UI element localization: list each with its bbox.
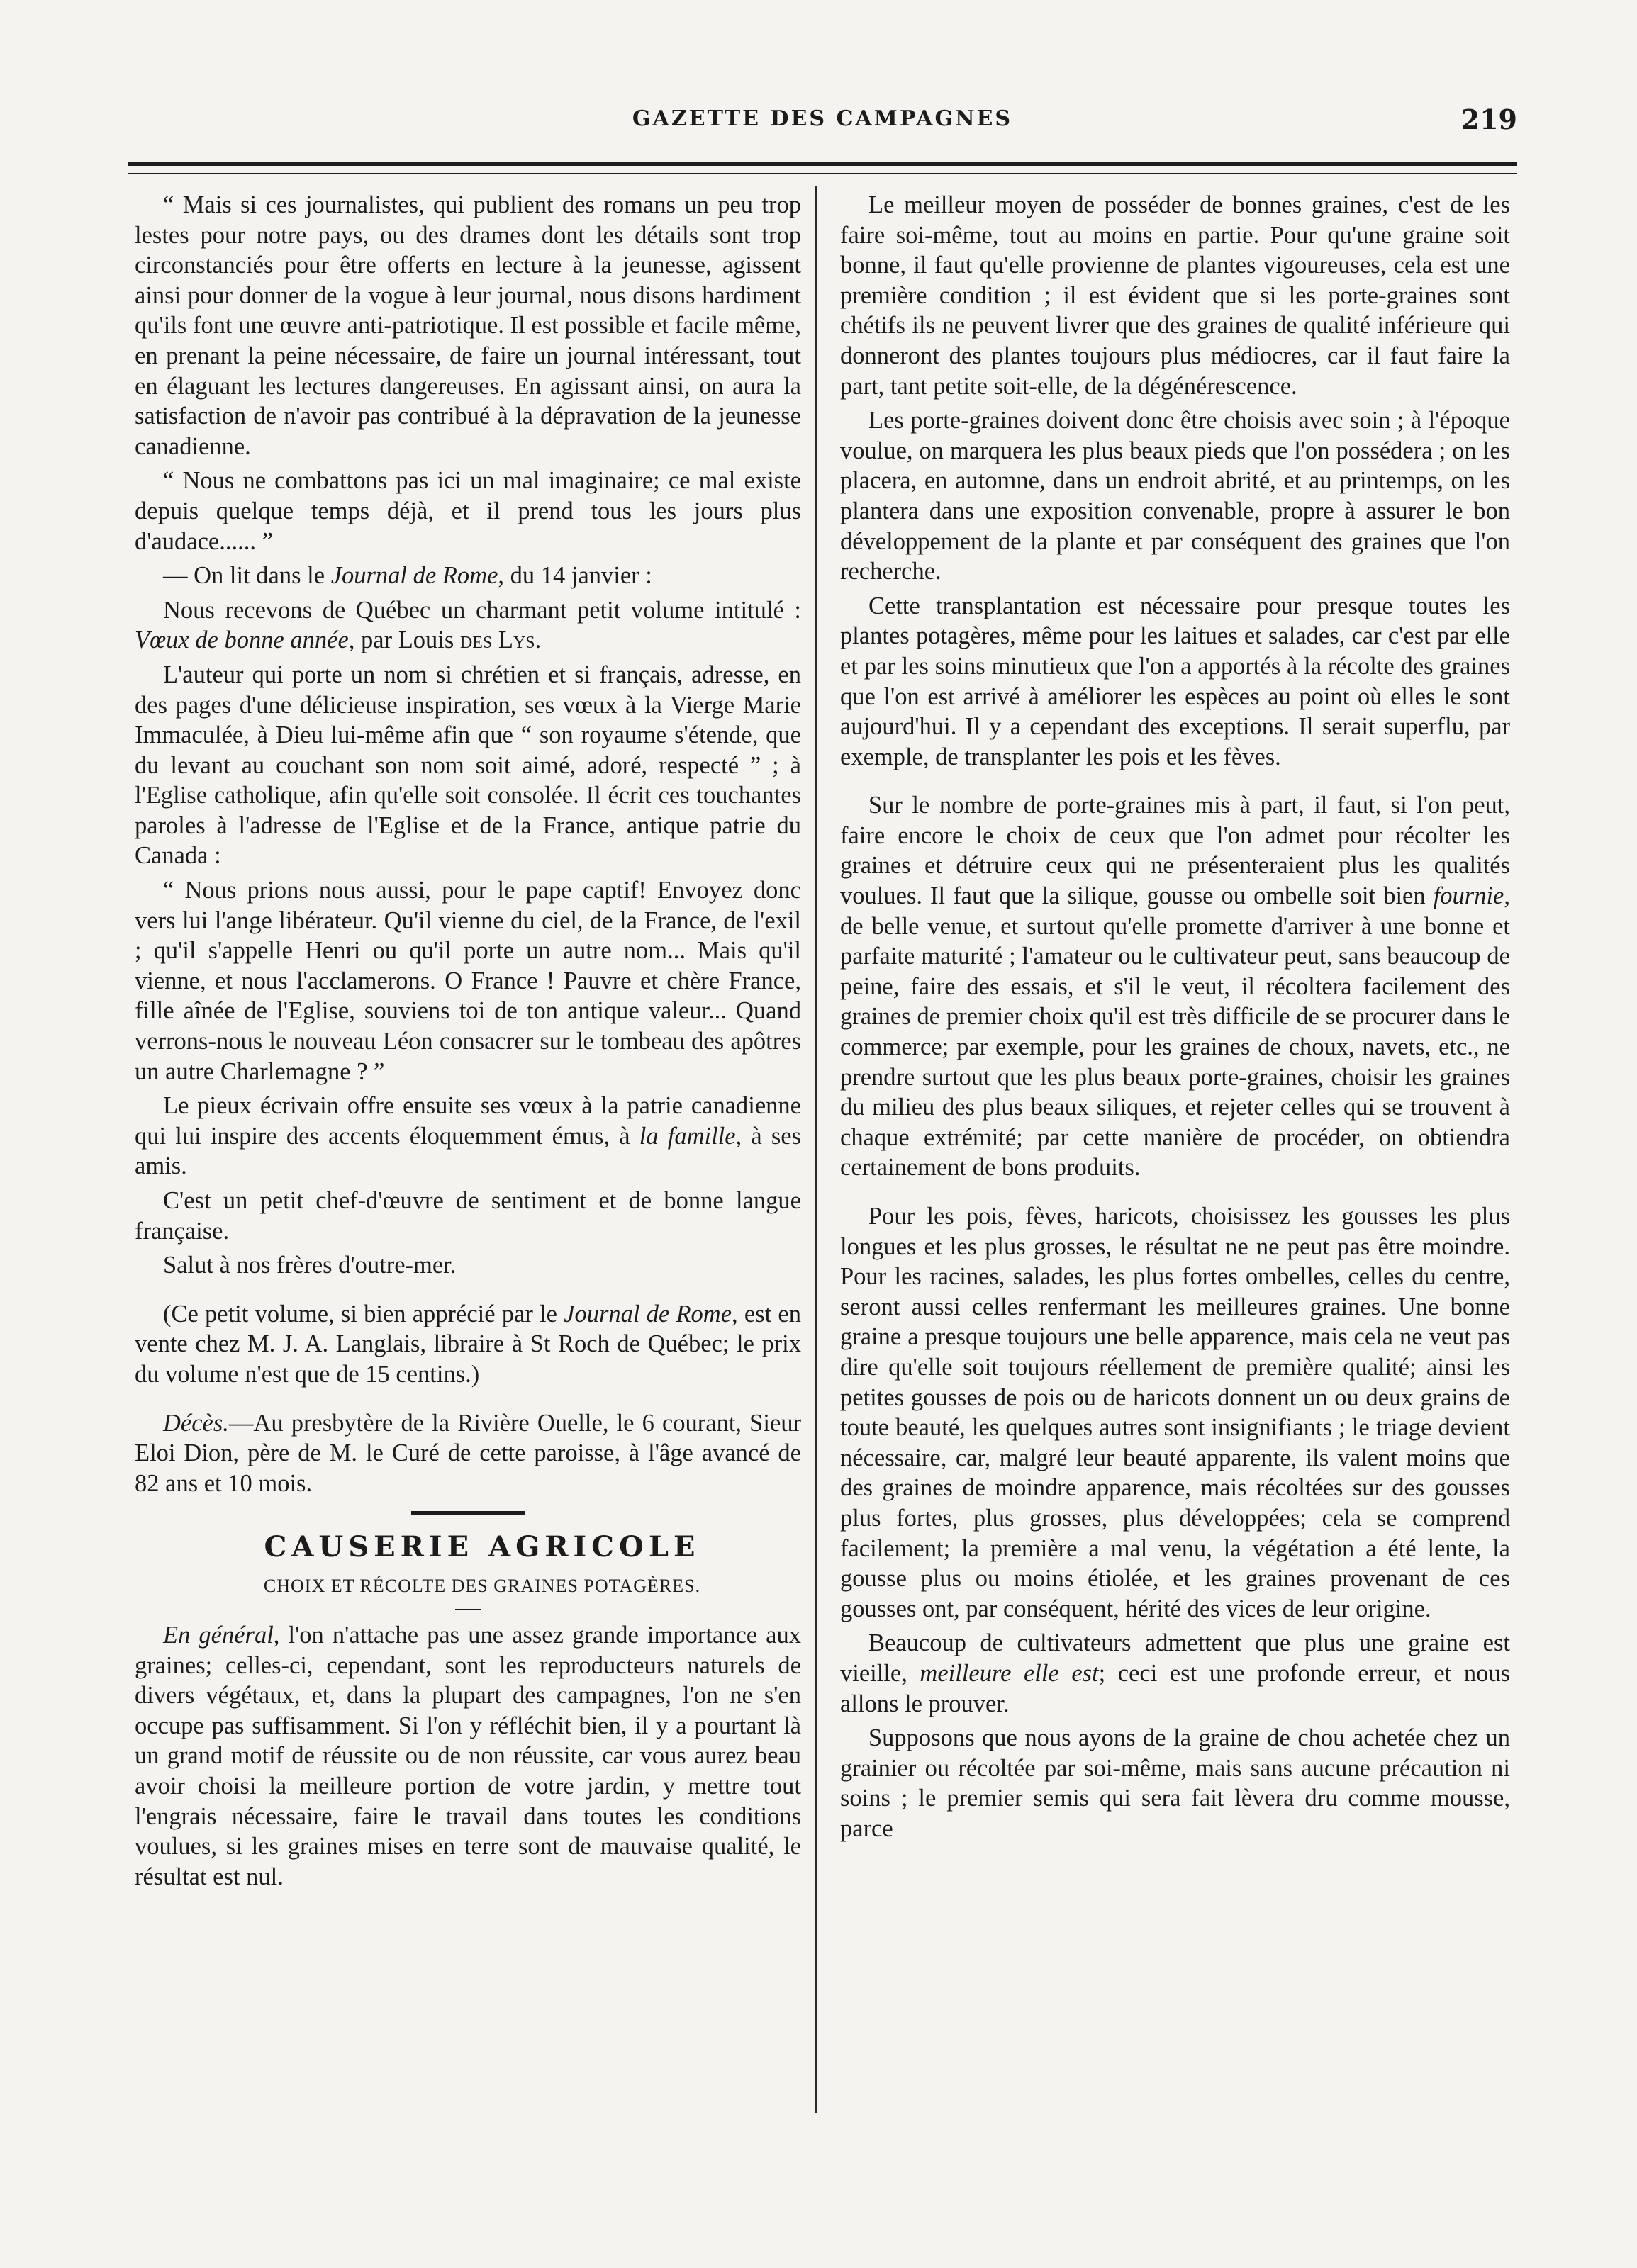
paragraph: Sur le nombre de porte-graines mis à part, il faut, si l'on peut, faire encore le choix de ceux que l'on admet pour récolter les graines et détruire ceux qui ne présenteraient plus les qualités voulues. Il faut que la silique, gousse ou ombelle soit bien fournie, de belle venue, et surtout qu'elle promette d'arriver à une bonne et parfaite maturité ; l'amateur ou le cultivateur peut, sans beaucoup de peine, faire des essais, et s'il le veut, il récoltera facilement des graines de premier choix qu'il est très difficile de se procurer dans le commerce; par exemple, pour les graines de choux, navets, etc., ne prendre surtout que les plus beaux porte-graines, choisir les graines du milieu des plus beaux siliques, et rejeter celles qui se trouvent à chaque extrémité; par cette manière de procéder, on obtiendra certainement de bons produits.: [840, 792, 1510, 1181]
author-name: des Lys: [459, 627, 535, 654]
subtitle-separator: [455, 1609, 481, 1610]
paragraph: — On lit dans le Journal de Rome, du 14 janvier :: [163, 562, 652, 590]
notice-label: Décès.: [163, 1409, 229, 1437]
paragraph: “ Nous prions nous aussi, pour le pape captif! Envoyez donc vers lui l'ange libérateur. Qu'il vienne du ciel, de la France, de l'exil ; qu'il s'appelle Henri ou qu'il porte un autre nom... Mais qu'il vienne, et nous l'acclamerons. O France ! Pauvre et chère France, fille aînée de l'Eglise, souviens toi de ton antique valeur... Quand verrons-nous le nouveau Léon consacrer sur le tombeau des apôtres un autre Charlemagne ? ”: [135, 877, 801, 1085]
journal-name: Journal de Rome: [330, 562, 498, 590]
book-title: Vœux de bonne année: [135, 627, 349, 654]
left-column: [135, 190, 801, 1892]
section-title: CAUSERIE AGRICOLE: [264, 1530, 700, 1564]
publication-title: GAZETTE DES CAMPAGNES: [632, 106, 1013, 131]
paragraph: (Ce petit volume, si bien apprécié par le Journal de Rome, est en vente chez M. J. A. Langlais, libraire à St Roch de Québec; le prix du volume n'est que de 15 centins.): [135, 1300, 801, 1388]
header-rule-thin: [128, 173, 1517, 174]
paragraph: C'est un petit chef-d'œuvre de sentiment et de bonne langue française.: [135, 1187, 801, 1245]
paragraph: L'auteur qui porte un nom si chrétien et si français, adresse, en des pages d'une délicieuse inspiration, ses vœux à la Vierge Marie Immaculée, à Dieu lui-même afin que “ son royaume s'étende, que du levant au couchant son nom soit aimé, adoré, respecté ” ; à l'Eglise catholique, afin qu'elle soit consolée. Il écrit ces touchantes paroles à l'adresse de l'Eglise et de la France, antique patrie du Canada :: [135, 661, 801, 870]
obituary-notice: Décès.—Au presbytère de la Rivière Ouelle, le 6 courant, Sieur Eloi Dion, père de M. le Curé de cette paroisse, à l'âge avancé de 82 ans et 10 mois.: [135, 1409, 801, 1497]
paragraph: Supposons que nous ayons de la graine de chou achetée chez un grainier ou récoltée par soi-même, mais sans aucune précaution ni soins ; le premier semis qui sera fait lèvera dru comme mousse, parce: [840, 1724, 1510, 1842]
paragraph: Les porte-graines doivent donc être choisis avec soin ; à l'époque voulue, on marquera les plus beaux pieds que l'on possédera ; on les placera, en automne, dans un endroit abrité, et au printemps, on les plantera dans une exposition convenable, propre à assurer le bon développement de la plante et par conséquent des graines que l'on recherche.: [840, 407, 1510, 585]
paragraph: Le pieux écrivain offre ensuite ses vœux à la patrie canadienne qui lui inspire des accents éloquemment émus, à la famille, à ses amis.: [135, 1092, 802, 1180]
right-column: [840, 190, 1510, 1843]
paragraph: En général, l'on n'attache pas une assez grande importance aux graines; celles-ci, cependant, sont les reproducteurs naturels de divers végétaux, et, dans la plupart des campagnes, l'on ne s'en occupe pas suffisamment. Si l'on y réfléchit bien, il y a pourtant là un grand motif de réussite ou de non réussite, car vous aurez beau avoir choisi la meilleure portion de votre jardin, y mettre tout l'engrais nécessaire, faire le travail dans toutes les conditions voulues, si les graines mises en terre sont de mauvaise qualité, le résultat est nul.: [135, 1621, 801, 1890]
page-number: 219: [1460, 103, 1517, 135]
paragraph: Beaucoup de cultivateurs admettent que plus une graine est vieille, meilleure elle est; ceci est une profonde erreur, et nous allons le prouver.: [840, 1629, 1511, 1717]
paragraph: Cette transplantation est nécessaire pour presque toutes les plantes potagères, même pour les laitues et salades, car c'est par elle et par les soins minutieux que l'on a apportés à la récolte des graines que l'on est arrivé à améliorer les espèces au point où elles le sont aujourd'hui. Il y a cependant des exceptions. Il serait superflu, par exemple, de transplanter les pois et les fèves.: [840, 592, 1510, 770]
section-separator: [411, 1511, 525, 1515]
paragraph: Nous recevons de Québec un charmant petit volume intitulé : Vœux de bonne année, par Louis des Lys.: [135, 596, 801, 654]
paragraph: “ Nous ne combattons pas ici un mal imaginaire; ce mal existe depuis quelque temps déjà, et il prend tous les jours plus d'audace...... ”: [135, 467, 801, 555]
column-divider: [815, 186, 817, 2113]
paragraph: Pour les pois, fèves, haricots, choisissez les gousses les plus longues et les plus grosses, le résultat ne ne peut pas être moindre. Pour les racines, salades, les plus fortes ombelles, celles du centre, seront aussi celles renfermant les meilleures graines. Une bonne graine a presque toujours une belle apparence, mais cela ne veut pas dire qu'elle soit toujours réellement de première qualité; ainsi les petites gousses de pois ou de haricots donnent un ou deux grains de toute beauté, les quelques autres sont insignifiants ; le triage devient nécessaire, car, malgré leur beauté apparente, ils valent moins que des graines de moindre apparence, mais récoltées sur des gousses plus fortes, plus grosses, plus développées; cela se comprend facilement; la première a mal venu, la végétation a été lente, la gousse plus ou moins étiolée, et les graines provenant de ces gousses ont, par conséquent, hérité des vices de leur origine.: [840, 1203, 1510, 1622]
paragraph: “ Mais si ces journalistes, qui publient des romans un peu trop lestes pour notre pays, ou des drames dont les détails sont trop circonstanciés pour être offerts en lecture à la jeunesse, agissent ainsi pour donner de la vogue à leur journal, nous disons hardiment qu'ils font une œuvre anti-patriotique. Il est possible et facile même, en prenant la peine nécessaire, de faire un journal intéressant, tout en élaguant les lectures dangereuses. En agissant ainsi, on aura la satisfaction de n'avoir pas contribué à la dépravation de la jeunesse canadienne.: [135, 191, 801, 460]
masthead: [128, 103, 1517, 149]
header-rule: [128, 162, 1517, 166]
section-subtitle: CHOIX ET RÉCOLTE DES GRAINES POTAGÈRES.: [263, 1576, 701, 1597]
paragraph: Salut à nos frères d'outre-mer.: [163, 1252, 457, 1279]
paragraph: Le meilleur moyen de posséder de bonnes graines, c'est de les faire soi-même, tout au moins en partie. Pour qu'une graine soit bonne, il faut qu'elle provienne de plantes vigoureuses, cela est une première condition ; il est évident que si les porte-graines sont chétifs ils ne peuvent livrer que des graines de qualité inférieure qui donneront des plantes toujours plus médiocres, car il faut faire la part, tant petite soit-elle, de la dégénérescence.: [840, 191, 1510, 400]
